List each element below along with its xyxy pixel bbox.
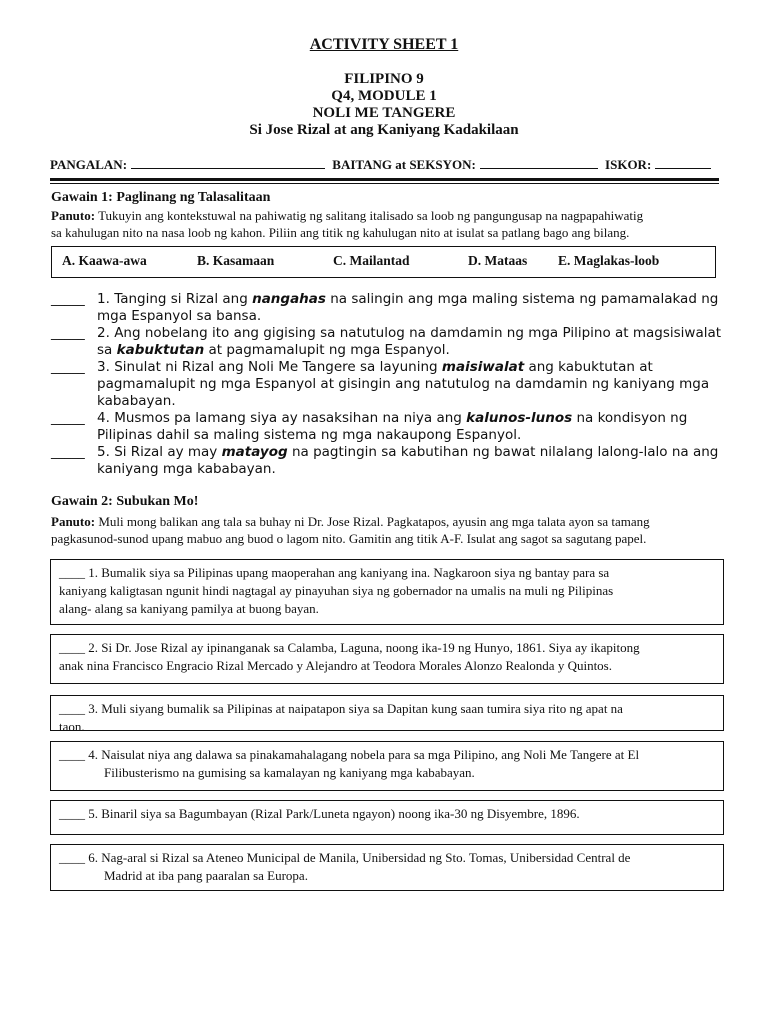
event-box-3 <box>50 695 724 731</box>
score-field[interactable] <box>655 157 711 169</box>
item-text: Si Rizal ay may <box>114 444 218 460</box>
item-text-cont: kababayan. <box>97 393 176 409</box>
choice-c: C. Mailantad <box>333 253 410 268</box>
item-text: na salingin ang mga maling sistema ng pamamalakad ng <box>330 291 719 307</box>
choices-box <box>51 246 716 278</box>
item-number: 1. <box>97 291 110 307</box>
item-text: Tanging si Rizal ang <box>114 291 248 307</box>
panuto-label: Panuto: <box>51 208 96 223</box>
event-box-4 <box>50 741 724 791</box>
event-text: Filibusterismo na gumising sa kamalayan ng kaniyang mga kababayan. <box>104 765 475 780</box>
gawain1-heading: Gawain 1: Paglinang ng Talasalitaan <box>51 190 271 205</box>
grade-section-label: BAITANG at SEKSYON: <box>332 157 476 172</box>
novel-heading: NOLI ME TANGERE <box>312 105 456 121</box>
name-label: PANGALAN: <box>50 157 128 172</box>
event-text: ____ 6. Nag-aral si Rizal sa Ateneo Municipal de Manila, Unibersidad ng Sto. Tomas, Unibersidad Central de <box>59 850 631 865</box>
event-text: taon. <box>59 719 85 731</box>
score-label: ISKOR: <box>605 157 652 172</box>
item-text: na kondisyon ng <box>576 410 688 426</box>
item-text-cont: kaniyang mga kababayan. <box>97 461 276 477</box>
answer-blank[interactable]: _____ <box>51 410 85 426</box>
item-text-cont: Pilipinas dahil sa maling sistema ng mga nakaupong Espanyol. <box>97 427 522 443</box>
panuto-text-2: sa kahulugan nito na nasa loob ng kahon. Piliin ang titik ng kahulugan nito at isulat sa patlang bago ang bilang. <box>51 225 630 240</box>
event-text: ____ 4. Naisulat niya ang dalawa sa pinakamahalagang nobela para sa mga Pilipino, ang Noli Me Tangere at El <box>59 747 640 762</box>
item-text: Ang nobelang ito ang gigising sa natutulog na damdamin ng mga Pilipino at magsisiwalat <box>114 325 722 341</box>
item-text-cont: pagmamalupit ng mga Espanyol at gisingin ang natutulog na damdamin ng kaniyang mga <box>97 376 710 392</box>
item-number: 3. <box>97 359 110 375</box>
answer-blank[interactable]: _____ <box>51 359 85 375</box>
subject-heading: FILIPINO 9 <box>344 71 424 87</box>
panuto-text-1: Tukuyin ang kontekstuwal na pahiwatig ng salitang italisado sa loob ng pangungusap na nagpapahiwatig <box>98 208 644 223</box>
item-text: ang kabuktutan at <box>528 359 653 375</box>
event-text: Madrid at iba pang paaralan sa Europa. <box>104 868 308 883</box>
list-item <box>51 444 731 478</box>
italic-word: kalunos-lunos <box>466 410 573 426</box>
item-number: 2. <box>97 325 110 341</box>
list-item <box>51 410 731 444</box>
gawain2-instructions <box>51 513 731 547</box>
italic-word: maisiwalat <box>441 359 525 375</box>
gawain1-items <box>51 291 731 478</box>
item-text-cont: mga Espanyol sa bansa. <box>97 308 262 324</box>
italic-word: nangahas <box>252 291 326 307</box>
choice-b: B. Kasamaan <box>197 253 275 268</box>
item-number: 4. <box>97 410 110 426</box>
header-divider-thick <box>50 178 719 181</box>
topic-heading: Si Jose Rizal at ang Kaniyang Kadakilaan <box>249 122 519 138</box>
panuto-text-1: Muli mong balikan ang tala sa buhay ni Dr. Jose Rizal. Pagkatapos, ayusin ang mga talata ayon sa tamang <box>98 514 650 529</box>
panuto-label: Panuto: <box>51 514 96 529</box>
answer-blank[interactable]: _____ <box>51 444 85 460</box>
event-box-6 <box>50 844 724 891</box>
italic-word: matayog <box>221 444 288 460</box>
event-box-2 <box>50 634 724 684</box>
item-text: Sinulat ni Rizal ang Noli Me Tangere sa layuning <box>114 359 438 375</box>
choice-e: E. Maglakas-loob <box>558 253 660 268</box>
panuto-text-2: pagkasunod-sunod upang mabuo ang buod o lagom nito. Gamitin ang titik A-F. Isulat ang sagot sa sagutang papel. <box>51 531 647 546</box>
student-info-row <box>50 157 720 173</box>
event-text: kaniyang kaligtasan ngunit hindi nagtagal ay pinayuhan siya ng gobernador na umalis na muli ng Pilipinas <box>59 583 614 598</box>
event-text: anak nina Francisco Engracio Rizal Mercado y Alejandro at Teodora Morales Alonzo Realonda y Quintos. <box>59 658 612 673</box>
event-box-5 <box>50 800 724 835</box>
list-item <box>51 359 731 410</box>
item-text-cont: sa <box>97 342 113 358</box>
item-text-cont: at pagmamalupit ng mga Espanyol. <box>208 342 450 358</box>
grade-section-field[interactable] <box>480 157 598 169</box>
answer-blank[interactable]: _____ <box>51 291 85 307</box>
choice-a: A. Kaawa-awa <box>62 253 147 268</box>
item-text: na pagtingin sa kabutihan ng bawat nilalang lalong-lalo na ang <box>291 444 719 460</box>
event-box-1 <box>50 559 724 625</box>
gawain2-heading: Gawain 2: Subukan Mo! <box>51 494 199 509</box>
event-text: alang- alang sa kaniyang pamilya at buong bayan. <box>59 601 319 616</box>
event-text: ____ 3. Muli siyang bumalik sa Pilipinas at naipatapon siya sa Dapitan kung saan tumira siya rito ng apat na <box>59 701 623 716</box>
event-text: ____ 1. Bumalik siya sa Pilipinas upang maoperahan ang kaniyang ina. Nagkaroon siya ng bantay para sa <box>59 565 610 580</box>
list-item <box>51 291 731 325</box>
name-field[interactable] <box>131 157 325 169</box>
event-text: ____ 2. Si Dr. Jose Rizal ay ipinanganak sa Calamba, Laguna, noong ika-19 ng Hunyo, 1861. Siya ay ikapitong <box>59 640 640 655</box>
header-divider-thin <box>50 183 719 184</box>
answer-blank[interactable]: _____ <box>51 325 85 341</box>
module-heading: Q4, MODULE 1 <box>331 88 437 104</box>
sheet-title: ACTIVITY SHEET 1 <box>309 36 459 53</box>
event-text: ____ 5. Binaril siya sa Bagumbayan (Rizal Park/Luneta ngayon) noong ika-30 ng Disyembre, 1896. <box>59 806 580 821</box>
choice-d: D. Mataas <box>468 253 528 268</box>
item-text: Musmos pa lamang siya ay nasaksihan na niya ang <box>114 410 462 426</box>
item-number: 5. <box>97 444 110 460</box>
gawain1-instructions <box>51 207 731 241</box>
list-item <box>51 325 731 359</box>
italic-word: kabuktutan <box>116 342 205 358</box>
